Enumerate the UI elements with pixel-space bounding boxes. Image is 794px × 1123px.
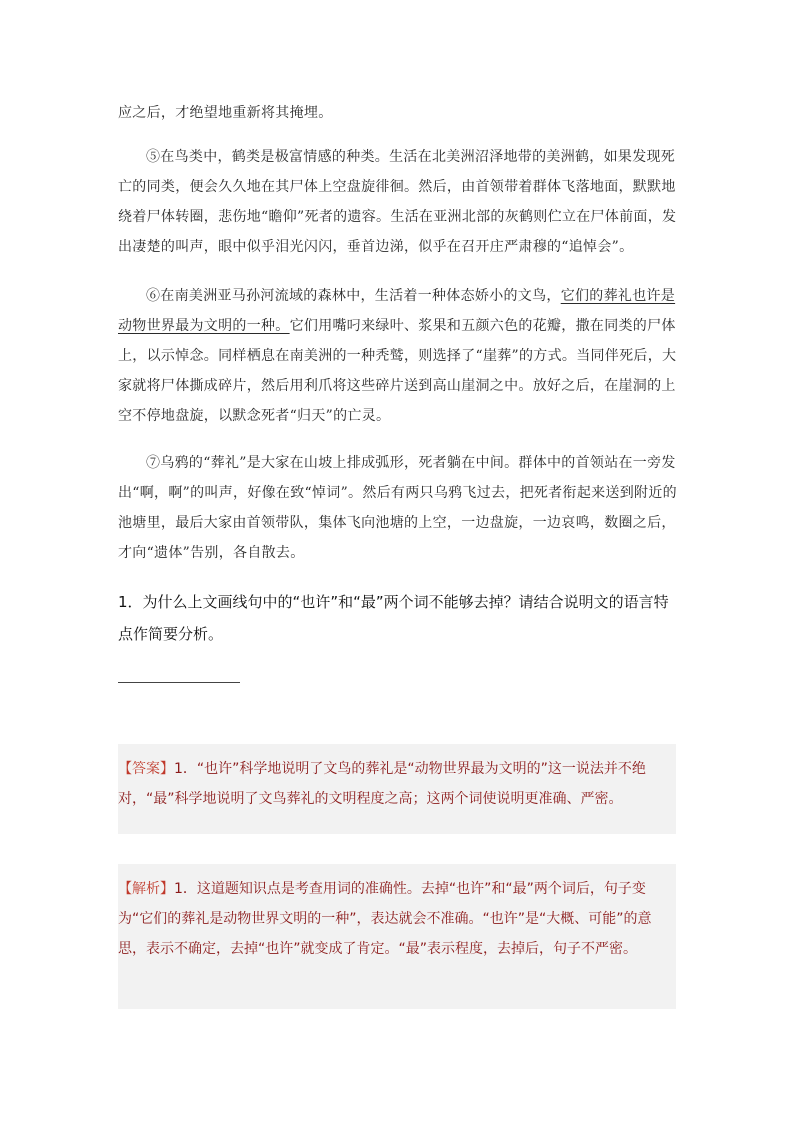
analysis-text: 1．这道题知识点是考查用词的准确性。去掉“也许”和“最”两个词后，句子变为“它们的葬礼是动物世界文明的一种”，表达就会不准确。“也许”是“大概、可能”的意思，表示不确定，去掉“也许”就变成了肯定。“最”表示程度，去掉后，句子不严密。: [118, 881, 652, 957]
paragraph-text: ⑤在鸟类中，鹤类是极富情感的种类。生活在北美洲沼泽地带的美洲鹤，如果发现死亡的同类，便会久久地在其尸体上空盘旋徘徊。然后，由首领带着群体飞落地面，默默地绕着尸体转圈，悲伤地“瞻仰”死者的遗容。生活在亚洲北部的灰鹤则伫立在尸体前面，发出凄楚的叫声，眼中似乎泪光闪闪，垂首边涕，似乎在召开庄严肃穆的“追悼会”。: [118, 149, 677, 255]
passage-paragraph-continued: [118, 98, 678, 128]
analysis-box: [118, 864, 676, 1009]
paragraph-text-before: ⑥在南美洲亚马孙河流域的森林中，生活着一种体态娇小的文鸟，: [146, 288, 561, 304]
analysis-tag: 【解析】: [118, 881, 174, 897]
paragraph-text-after: 它们用嘴叼来绿叶、浆果和五颜六色的花瓣，撒在同类的尸体上，以示悼念。同样栖息在南美洲的一种秃鹫，则选择了“崖葬”的方式。当同伴死后，大家就将尸体撕成碎片，然后用利爪将这些碎片送到高山崖洞之中。放好之后，在崖洞的上空不停地盘旋，以默念死者“归天”的亡灵。: [118, 318, 677, 424]
question-text: 1．为什么上文画线句中的“也许”和“最”两个词不能够去掉？请结合说明文的语言特点作简要分析。: [118, 593, 669, 643]
passage-paragraph-5: [118, 142, 678, 262]
passage-paragraph-7: [118, 448, 678, 568]
paragraph-text: 应之后，才绝望地重新将其掩埋。: [118, 105, 333, 121]
answer-tag: 【答案】: [118, 761, 174, 777]
answer-box: [118, 744, 676, 834]
answer-text: 1．“也许”科学地说明了文鸟的葬礼是“动物世界最为文明的”这一说法并不绝对，“最”科学地说明了文鸟葬礼的文明程度之高；这两个词使说明更准确、严密。: [118, 761, 646, 807]
question-1: [118, 586, 678, 650]
passage-paragraph-6: [118, 281, 678, 431]
underlined-sentence: 它们的葬礼也许是动物世界最为文明的一种。: [118, 288, 676, 334]
paragraph-text: ⑦乌鸦的“葬礼”是大家在山坡上排成弧形，死者躺在中间。群体中的首领站在一旁发出“啊，啊”的叫声，好像在致“悼词”。然后有两只乌鸦飞过去，把死者衔起来送到附近的池塘里，最后大家由首领带队，集体飞向池塘的上空，一边盘旋，一边哀鸣，数圈之后，才向“遗体”告别，各自散去。: [118, 455, 677, 561]
answer-blank-line[interactable]: [118, 682, 240, 683]
